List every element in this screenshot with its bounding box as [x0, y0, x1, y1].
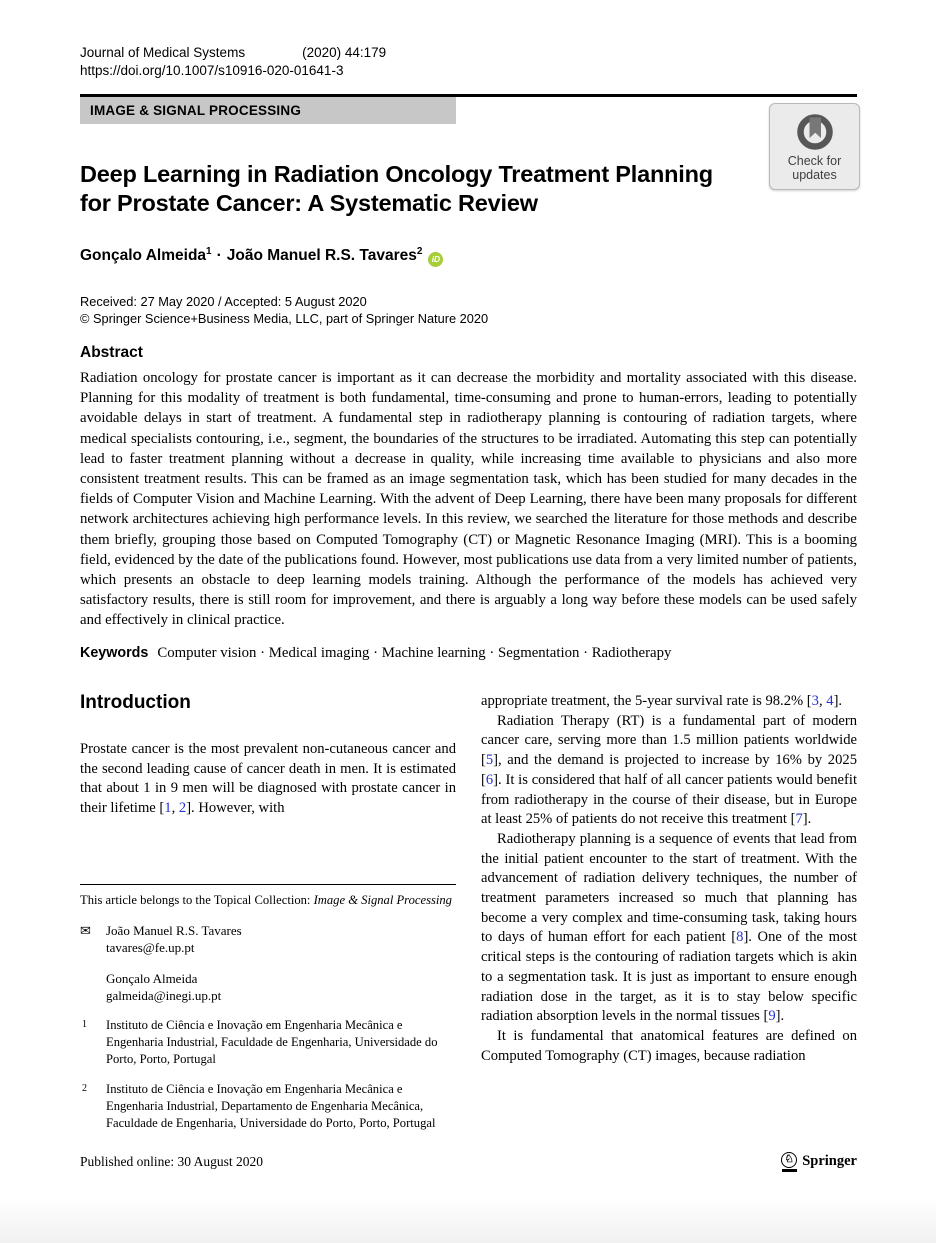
intro-paragraph-1: Prostate cancer is the most prevalent non-cutaneous cancer and the second leading cause of cancer death in men. It is estimated that about 1 in 9 men will be diagnosed with prostate cancer in their lifetime [1, 2]. However, with: [80, 741, 456, 817]
affiliation-1-text: Instituto de Ciência e Inovação em Engenharia Mecânica e Engenharia Industrial, Faculdade de Engenharia, Universidade do Porto, Porto, Portugal: [106, 1018, 438, 1066]
citation-link[interactable]: 6: [485, 771, 494, 788]
citation-link[interactable]: 1: [164, 800, 172, 817]
article-title-line2: for Prostate Cancer: A Systematic Review: [80, 190, 538, 216]
introduction-heading: Introduction: [80, 692, 191, 713]
keywords-text: Computer vision · Medical imaging · Machine learning · Segmentation · Radiotherapy: [157, 645, 672, 661]
abstract-heading: Abstract: [80, 344, 143, 361]
publisher-name: Springer: [802, 1153, 857, 1170]
author-separator: ·: [216, 247, 222, 265]
author-2-affiliation-mark: 2: [416, 246, 423, 257]
springer-logo: [781, 1152, 857, 1172]
affiliation-2-mark: 2: [82, 1083, 87, 1094]
corresponding-author-block: [80, 922, 456, 956]
body-paragraph-1: appropriate treatment, the 5-year survival rate is 98.2% [3, 4].: [481, 693, 843, 709]
body-paragraph-2: Radiation Therapy (RT) is a fundamental part of modern cancer care, serving more than 1.5 million patients worldwide [5], and the demand is projected to increase by 16% by 2025 [6]. It is considered that half of all cancer patients would benefit from radiotherapy in the course of their disease, but in Europe at least 25% of patients do not receive this treatment [7].: [481, 712, 857, 828]
check-for-updates-label-2: updates: [792, 168, 837, 182]
author-2-name: João Manuel R.S. Tavares: [226, 247, 417, 265]
author-1-name: Gonçalo Almeida: [80, 247, 207, 265]
body-paragraph-3: Radiotherapy planning is a sequence of events that lead from the initial patient encounter to the start of treatment. With the advancement of radiation delivery techniques, the number of treatment parameters increased so much that planning has become a very complex and time-consuming task, taking hours to days of human effort for each patient [8]. One of the most critical steps is the contouring of radiation targets which is akin to a segmentation task. It is just as important to ensure enough radiation dose in the target, as it is to stay below specific radiation absorption levels in the normal tissues [9].: [481, 830, 857, 1025]
check-for-updates-badge[interactable]: [769, 103, 860, 190]
second-author-contact-block: [80, 970, 456, 1004]
springer-horse-icon: ♘: [781, 1152, 797, 1172]
orcid-icon[interactable]: iD: [428, 252, 443, 267]
received-accepted-text: Received: 27 May 2020 / Accepted: 5 August 2020: [80, 294, 367, 309]
affiliation-1: [80, 1017, 456, 1068]
keywords-line: [80, 645, 857, 662]
second-author-email: galmeida@inegi.up.pt: [106, 988, 222, 1003]
article-meta: [80, 294, 488, 327]
copyright-text: © Springer Science+Business Media, LLC, part of Springer Nature 2020: [80, 310, 489, 326]
footnote-rule: [80, 884, 456, 885]
author-line: [80, 246, 443, 267]
envelope-icon: ✉: [80, 923, 91, 938]
article-title: [80, 160, 713, 218]
topical-collection-note: This article belongs to the Topical Collection: Image & Signal Processing: [80, 893, 452, 907]
affiliation-2: [80, 1081, 456, 1132]
section-banner: IMAGE & SIGNAL PROCESSING: [80, 97, 456, 124]
citation-link[interactable]: 9: [768, 1008, 776, 1025]
affiliation-1-mark: 1: [82, 1019, 87, 1030]
citation-link[interactable]: 2: [178, 800, 187, 817]
footnote-block: [80, 884, 456, 1132]
citation-link[interactable]: 8: [736, 929, 744, 946]
page-footer: [80, 1152, 857, 1172]
affiliation-2-text: Instituto de Ciência e Inovação em Engenharia Mecânica e Engenharia Industrial, Departamento de Engenharia Mecânica, Faculdade de Engenharia, Universidade do Porto, Porto, Portugal: [106, 1082, 436, 1130]
citation-link[interactable]: 4: [826, 693, 834, 709]
citation-link[interactable]: 7: [795, 811, 803, 828]
citation-link[interactable]: 3: [811, 693, 819, 709]
article-title-line1: Deep Learning in Radiation Oncology Treatment Planning: [80, 161, 713, 187]
body-paragraph-4: It is fundamental that anatomical features are defined on Computed Tomography (CT) images, because radiation: [481, 1027, 857, 1064]
check-for-updates-label-1: Check for: [787, 154, 842, 168]
citation-link[interactable]: 5: [485, 752, 494, 769]
check-for-updates-icon: [794, 111, 836, 153]
keywords-label: Keywords: [80, 645, 149, 661]
journal-name: Journal of Medical Systems: [80, 45, 246, 60]
abstract-text: Radiation oncology for prostate cancer is important as it can decrease the morbidity and mortality associated with this disease. Planning for this modality of treatment is both fundamental, time-consuming and prone to human-errors, leading to potentially avoidable delays in start of treatment. A fundamental step in radiotherapy planning is contouring of radiation targets, where medical specialists contouring, i.e., segment, the boundaries of the structures to be irradiated. Automating this step can potentially lead to faster treatment planning without a decrease in quality, while increasing time available to physicians and also more consistent treatment results. This can be framed as an image segmentation task, which has been studied for many decades in the fields of Computer Vision and Machine Learning. With the advent of Deep Learning, there have been many proposals for different network architectures achieving high performance levels. In this review, we searched the literature for those methods and describe them briefly, grouping those based on Computed Tomography (CT) or Magnetic Resonance Imaging (MRI). This is a booming field, evidenced by the date of the publications found. However, most publications use data from a very limited number of patients, which presents an obstacle to deep learning models training. Although the performance of the models has achieved very satisfactory results, there is still room for improvement, and there is arguably a long way before these models can be used safely and effectively in clinical practice.: [80, 370, 857, 629]
body-columns: [80, 692, 857, 1138]
second-author-name: Gonçalo Almeida: [106, 971, 198, 986]
corresponding-author-name: João Manuel R.S. Tavares: [106, 923, 242, 938]
journal-citation: (2020) 44:179: [302, 45, 387, 60]
journal-header: [80, 44, 386, 80]
doi-text: https://doi.org/10.1007/s10916-020-01641-3: [80, 63, 344, 78]
right-column: [481, 692, 857, 1138]
published-online-text: Published online: 30 August 2020: [80, 1153, 264, 1169]
author-1-affiliation-mark: 1: [206, 246, 212, 257]
left-column: [80, 692, 456, 1138]
corresponding-author-email: tavares@fe.up.pt: [106, 940, 195, 955]
